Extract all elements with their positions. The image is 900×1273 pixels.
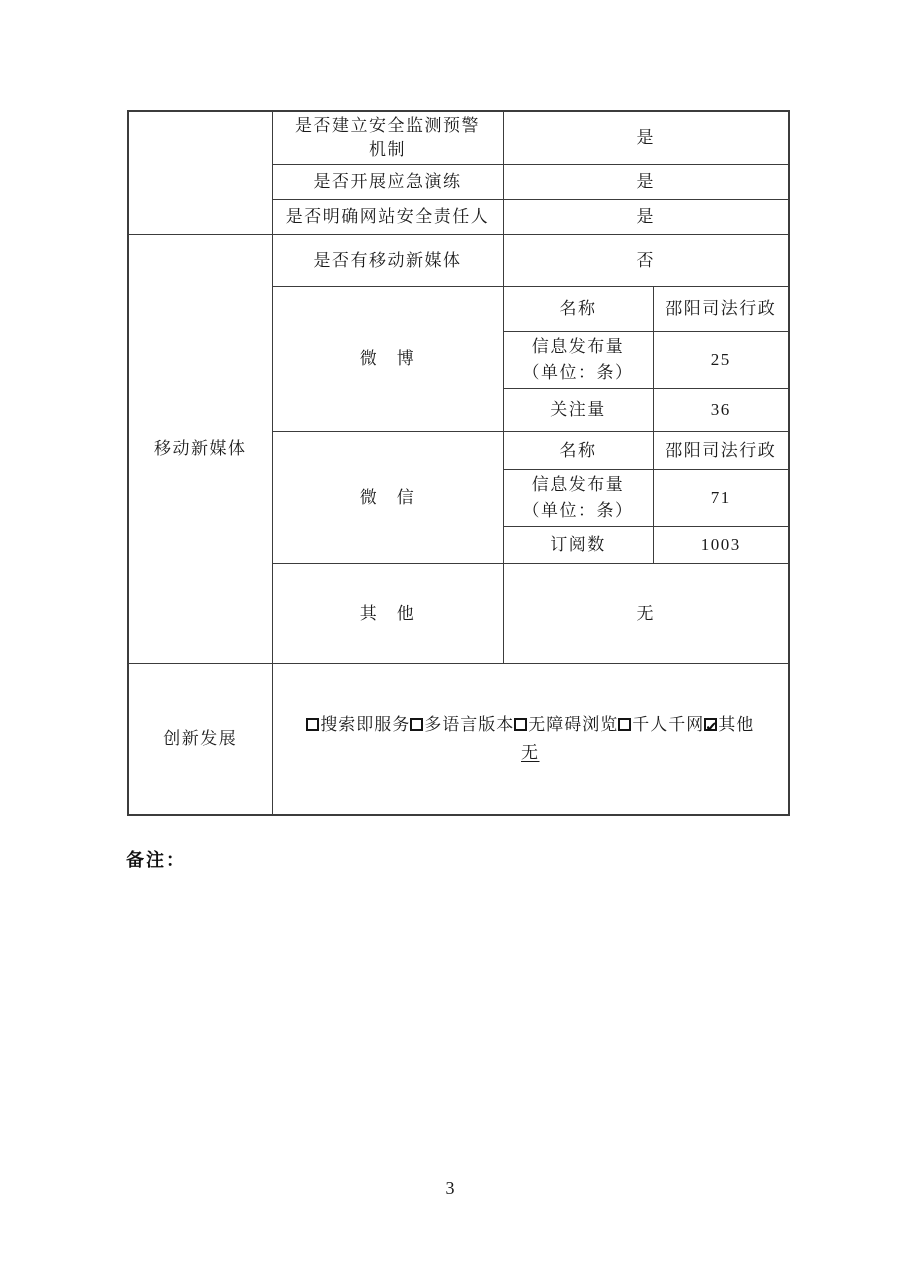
weibo-name-value: 邵阳司法行政 xyxy=(653,287,789,332)
weixin-name-value: 邵阳司法行政 xyxy=(653,432,789,470)
checkbox-icon xyxy=(618,718,631,731)
innovation-other-value: 无 xyxy=(521,742,540,762)
remark-label: 备注： xyxy=(126,850,186,870)
has-mobile-value: 否 xyxy=(503,235,789,287)
table-row xyxy=(128,664,789,815)
page-number: 3 xyxy=(445,1178,455,1198)
weixin-subscribers-value: 1003 xyxy=(653,527,789,564)
section-label-mobile-media: 移动新媒体 xyxy=(128,235,272,664)
security-row-value: 是 xyxy=(503,165,789,200)
security-row-label: 是否明确网站安全责任人 xyxy=(272,200,503,235)
weibo-label: 微 博 xyxy=(272,287,503,432)
other-media-label: 其 他 xyxy=(272,564,503,664)
weixin-name-label: 名称 xyxy=(503,432,653,470)
table-row xyxy=(128,235,789,287)
checkbox-icon xyxy=(514,718,527,731)
option-label: 多语言版本 xyxy=(424,714,515,734)
table-row xyxy=(128,111,789,165)
security-row-value: 是 xyxy=(503,200,789,235)
option-multilingual xyxy=(410,715,514,734)
option-label: 无障碍浏览 xyxy=(528,714,619,734)
weixin-posts-label xyxy=(503,470,653,527)
other-media-value: 无 xyxy=(503,564,789,664)
weibo-posts-label-line1: 信息发布量 xyxy=(531,337,625,356)
option-label: 其他 xyxy=(718,714,755,734)
weixin-subscribers-label: 订阅数 xyxy=(503,527,653,564)
weibo-posts-value: 25 xyxy=(653,332,789,389)
option-personalized xyxy=(618,715,704,734)
weibo-posts-label xyxy=(503,332,653,389)
weixin-posts-label-line1: 信息发布量 xyxy=(531,475,625,494)
security-row-label: 是否开展应急演练 xyxy=(272,165,503,200)
checkbox-icon xyxy=(306,718,319,731)
weixin-label: 微 信 xyxy=(272,432,503,564)
section-label-innovation: 创新发展 xyxy=(128,664,272,815)
has-mobile-label: 是否有移动新媒体 xyxy=(272,235,503,287)
weixin-posts-label-line2: （单位：条） xyxy=(522,501,634,520)
option-label: 千人千网 xyxy=(632,714,705,734)
checkbox-checked-icon xyxy=(704,718,717,731)
option-label: 搜索即服务 xyxy=(320,714,411,734)
innovation-options-line xyxy=(277,711,785,739)
option-other xyxy=(704,715,754,734)
weibo-name-label: 名称 xyxy=(503,287,653,332)
security-row-label xyxy=(272,111,503,165)
checkbox-icon xyxy=(410,718,423,731)
option-accessibility xyxy=(514,715,618,734)
weixin-posts-value: 71 xyxy=(653,470,789,527)
report-table xyxy=(127,110,790,816)
weibo-followers-value: 36 xyxy=(653,389,789,432)
security-row-value: 是 xyxy=(503,111,789,165)
option-search-as-service xyxy=(306,715,410,734)
innovation-options-cell xyxy=(272,664,789,815)
weibo-followers-label: 关注量 xyxy=(503,389,653,432)
section-label-cell-empty xyxy=(128,111,272,235)
security-row-label-text: 是否建立安全监测预警机制 xyxy=(295,116,480,159)
innovation-other-line xyxy=(277,739,785,767)
weibo-posts-label-line2: （单位：条） xyxy=(522,363,634,382)
